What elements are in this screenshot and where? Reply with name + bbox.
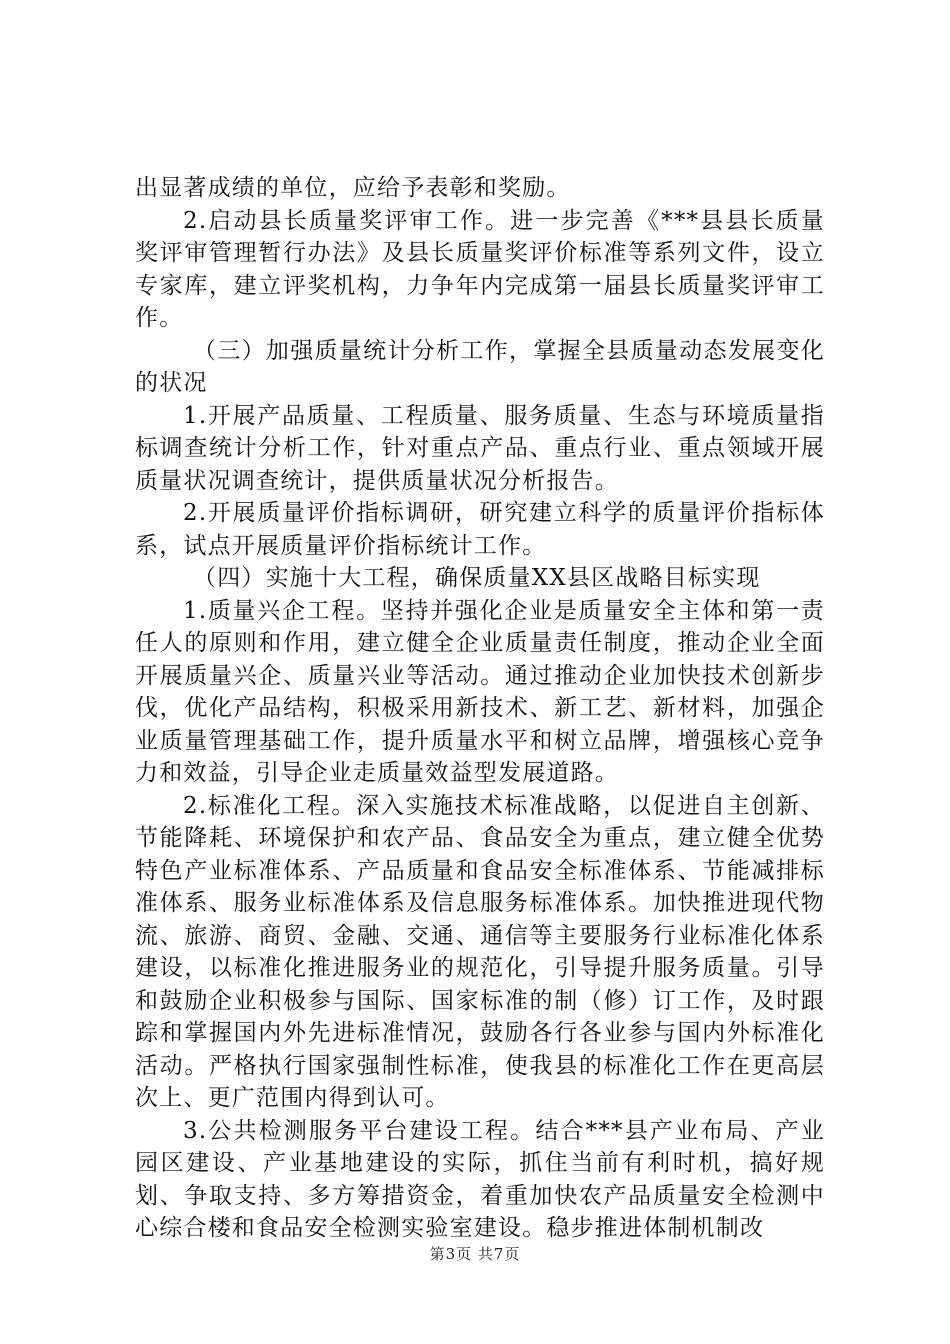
- page-footer: 第3页 共7页: [429, 1245, 521, 1263]
- paragraph-item-survey-statistics: 1.开展产品质量、工程质量、服务质量、生态与环境质量指标调查统计分析工作，针对重点产品、重点行业、重点领域开展质量状况调查统计，提供质量状况分析报告。: [135, 402, 825, 494]
- paragraph-item-evaluation-index: 2.开展质量评价指标调研，研究建立科学的质量评价指标体系，试点开展质量评价指标统计工作。: [135, 500, 825, 559]
- section-heading-four: （四）实施十大工程，确保质量XX县区战略目标实现: [193, 565, 761, 591]
- document-body: [135, 172, 825, 1245]
- paragraph-item-quality-award: 2.启动县长质量奖评审工作。进一步完善《***县县长质量奖评审管理暂行办法》及县长质量奖评价标准等系列文件，设立专家库，建立评奖机构，力争年内完成第一届县长质量奖评审工作。: [135, 207, 825, 331]
- paragraph-item-standardization: 2.标准化工程。深入实施技术标准战略，以促进自主创新、节能降耗、环境保护和农产品、食品安全为重点，建立健全优势特色产业标准体系、产品质量和食品安全标准体系、节能减排标准体系、服务业标准体系及信息服务标准体系。加快推进现代物流、旅游、商贸、金融、交通、通信等主要服务行业标准化体系建设，以标准化推进服务业的规范化，引导提升服务质量。引导和鼓励企业积极参与国际、国家标准的制（修）订工作，及时跟踪和掌握国内外先进标准情况，鼓励各行各业参与国内外标准化活动。严格执行国家强制性标准，使我县的标准化工作在更高层次上、更广范围内得到认可。: [135, 792, 825, 1111]
- paragraph-continuation: 出显著成绩的单位，应给予表彰和奖励。: [135, 175, 571, 201]
- section-heading-three: （三）加强质量统计分析工作，掌握全县质量动态发展变化的状况: [135, 337, 825, 396]
- paragraph-item-quality-enterprise: 1.质量兴企工程。坚持并强化企业是质量安全主体和第一责任人的原则和作用，建立健全企业质量责任制度，推动企业全面开展质量兴企、质量兴业等活动。通过推动企业加快技术创新步伐，优化产品结构，积极采用新技术、新工艺、新材料，加强企业质量管理基础工作，提升质量水平和树立品牌，增强核心竞争力和效益，引导企业走质量效益型发展道路。: [135, 597, 825, 786]
- paragraph-item-testing-platform: 3.公共检测服务平台建设工程。结合***县产业布局、产业园区建设、产业基地建设的实际，抓住当前有利时机，搞好规划、争取支持、多方筹措资金，着重加快农产品质量安全检测中心综合楼和食品安全检测实验室建设。稳步推进体制机制改: [135, 1117, 825, 1241]
